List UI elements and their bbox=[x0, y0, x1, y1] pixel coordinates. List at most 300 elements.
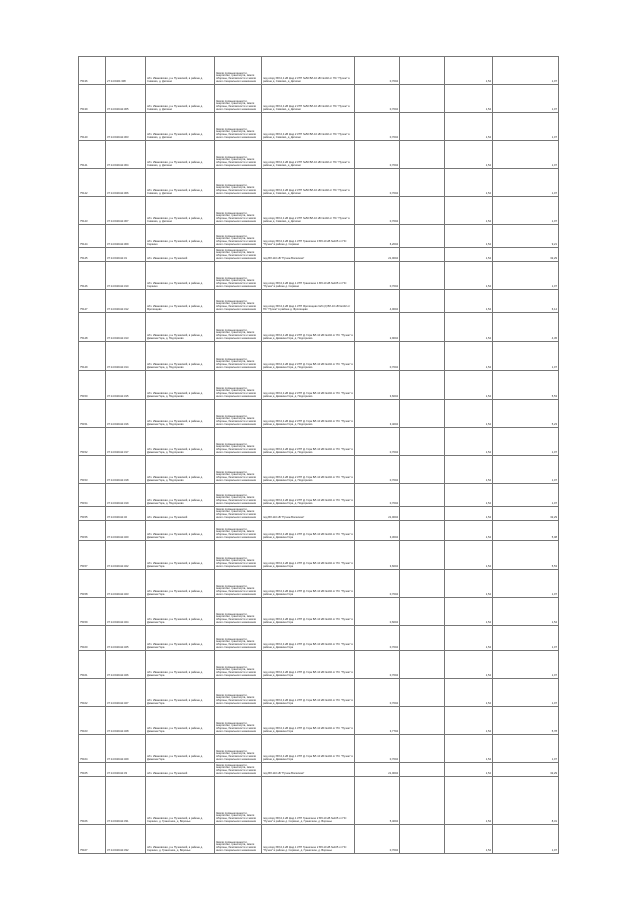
address-cell: обл. Ивановская, р-н Пучежский, в районе д. Демкина Гора, д. Подгорново bbox=[146, 342, 215, 371]
empty-cell-cell bbox=[400, 262, 445, 290]
permitted-use-cell: под опору ВЛ-0,4 кВ фид.1 КТП Д. Гора ВЛ-10 кВ №102 от ПС "Пучеж" в районе д. Демкина Гора bbox=[262, 570, 355, 598]
amount-cell: 1,07 bbox=[493, 342, 559, 371]
land-category-cell: Земли промышленности, энергетики, транспорта, земли обороны, безопасности и земли иного специального назначения bbox=[215, 598, 262, 626]
rate-cell: 1,54 bbox=[445, 541, 493, 570]
land-category-cell: Земли промышленности, энергетики, транспорта, земли обороны, безопасности и земли иного специального назначения bbox=[215, 371, 262, 400]
rate-cell: 1,54 bbox=[445, 735, 493, 763]
amount-cell: 1,07 bbox=[493, 825, 559, 854]
area-cell: 6,2004 bbox=[355, 225, 400, 248]
rate-cell: 1,54 bbox=[445, 570, 493, 598]
land-category-cell: Земли промышленности, энергетики, транспорта, земли обороны, безопасности и земли иного специального назначения bbox=[215, 85, 262, 113]
table-row bbox=[79, 707, 559, 735]
document-page bbox=[78, 56, 558, 854]
area-cell: 0,7004 bbox=[355, 262, 400, 290]
cadastral-number-cell: 37:14:040411:306 bbox=[106, 169, 146, 197]
permitted-use-cell: под опору ВЛ-0,4 кВ фид.1 КТП Д. Гора ВЛ-10 кВ №102 от ПС "Пучеж" в районе д. Демкина Гора bbox=[262, 651, 355, 679]
land-category-cell: Земли промышленности, энергетики, транспорта, земли обороны, безопасности и земли иного специального назначения bbox=[215, 342, 262, 371]
table-row bbox=[79, 570, 559, 598]
rate-cell: 1,54 bbox=[445, 521, 493, 541]
amount-cell: 1,07 bbox=[493, 57, 559, 85]
row-number-cell: 75158 bbox=[79, 570, 106, 598]
rate-cell: 1,54 bbox=[445, 290, 493, 313]
permitted-use-cell: под опору ВЛ-0,4 кВ фид.2 КТП Д. Гора ВЛ-10 кВ №102 от ПС "Пучеж" в районе д. Демкина Гора, д. Подгорново bbox=[262, 484, 355, 507]
empty-cell-cell bbox=[400, 679, 445, 707]
empty-cell-cell bbox=[400, 598, 445, 626]
area-cell: 2,9004 bbox=[355, 313, 400, 342]
area-cell: 0,7004 bbox=[355, 735, 400, 763]
amount-cell: 5,53 bbox=[493, 371, 559, 400]
amount-cell: 4,45 bbox=[493, 313, 559, 342]
table-row bbox=[79, 651, 559, 679]
address-cell: обл. Ивановская, р-н Пучежский bbox=[146, 248, 215, 262]
table-row bbox=[79, 342, 559, 371]
empty-cell-cell bbox=[400, 707, 445, 735]
rate-cell: 1,54 bbox=[445, 679, 493, 707]
rate-cell: 1,54 bbox=[445, 113, 493, 141]
land-category-cell: Земли промышленности, энергетики, транспорта, земли обороны, безопасности и земли иного специального назначения bbox=[215, 679, 262, 707]
cadastral-number-cell: 37:14:040411:315 bbox=[106, 371, 146, 400]
address-cell: обл. Ивановская, р-н Пучежский, в районе д. Демкина Гора bbox=[146, 707, 215, 735]
permitted-use-cell: под опору ВЛ-0,4 кВ фид.1 КТП Д. Гора ВЛ-10 кВ №102 от ПС "Пучеж" в районе д. Демкина Гора bbox=[262, 626, 355, 651]
address-cell: обл. Ивановская, р-н Пучежский, в районе д. Демкина Гора bbox=[146, 598, 215, 626]
address-cell: обл. Ивановская, р-н Пучежский, в районе д. Демкина Гора, д. Подгорново bbox=[146, 484, 215, 507]
permitted-use-cell: под ВЛ-110 кВ "Пучеж-Волжская" bbox=[262, 507, 355, 521]
address-cell: обл. Ивановская, р-н Пучежский, в районе д. Демкина Гора bbox=[146, 651, 215, 679]
land-category-cell: Земли промышленности, энергетики, транспорта, земли обороны, безопасности и земли иного специального назначения bbox=[215, 825, 262, 854]
permitted-use-cell: под опору ВЛ-0,4 кВ фид.2 КТП Д. Гора ВЛ-10 кВ №102 от ПС "Пучеж" в районе д. Демкина Гора, д. Подгорново bbox=[262, 428, 355, 456]
land-category-cell: Земли промышленности, энергетики, транспорта, земли обороны, безопасности и земли иного специального назначения bbox=[215, 113, 262, 141]
address-cell: обл. Ивановская, р-н Пучежский, в районе д. Демкина Гора, д. Подгорново bbox=[146, 313, 215, 342]
area-cell: 0,7004 bbox=[355, 825, 400, 854]
empty-cell-cell bbox=[400, 225, 445, 248]
permitted-use-cell: под опору ВЛ-0,4 кВ фид.1 КТП Граничное 1 ВЛ-10 кВ №105 от ПС "Пучеж" в районе д. Серкино bbox=[262, 262, 355, 290]
table-row bbox=[79, 57, 559, 85]
land-category-cell: Земли промышленности, энергетики, транспорта, земли обороны, безопасности и земли иного специального назначения bbox=[215, 313, 262, 342]
land-category-cell: Земли промышленности, энергетики, транспорта, земли обороны, безопасности и земли иного специального назначения bbox=[215, 169, 262, 197]
rate-cell: 1,54 bbox=[445, 342, 493, 371]
row-number-cell: 75136 bbox=[79, 57, 106, 85]
amount-cell: 6,14 bbox=[493, 290, 559, 313]
permitted-use-cell: под опору ВЛ-0,4 кВ фид.1 КТП Граничное 2 ВЛ-10 кВ №105 от ПС "Пучеж" в районе д. Серкино, д. Граничное, д. Воронье bbox=[262, 825, 355, 854]
row-number-cell: 75161 bbox=[79, 651, 106, 679]
land-category-cell: Земли промышленности, энергетики, транспорта, земли обороны, безопасности и земли иного специального назначения bbox=[215, 541, 262, 570]
rate-cell: 1,54 bbox=[445, 825, 493, 854]
rate-cell: 1,54 bbox=[445, 248, 493, 262]
amount-cell: 1,07 bbox=[493, 113, 559, 141]
area-cell: 0,7004 bbox=[355, 570, 400, 598]
area-cell: 0,6004 bbox=[355, 598, 400, 626]
table-row bbox=[79, 825, 559, 854]
land-category-cell: Земли промышленности, энергетики, транспорта, земли обороны, безопасности и земли иного специального назначения bbox=[215, 484, 262, 507]
rate-cell: 1,54 bbox=[445, 651, 493, 679]
amount-cell: 32,29 bbox=[493, 507, 559, 521]
land-category-cell: Земли промышленности, энергетики, транспорта, земли обороны, безопасности и земли иного специального назначения bbox=[215, 763, 262, 777]
row-number-cell: 75167 bbox=[79, 825, 106, 854]
rate-cell: 1,54 bbox=[445, 763, 493, 777]
amount-cell: 1,07 bbox=[493, 197, 559, 225]
permitted-use-cell: под ВЛ-110 кВ "Пучеж-Волжская" bbox=[262, 763, 355, 777]
table-row bbox=[79, 679, 559, 707]
row-number-cell: 75140 bbox=[79, 113, 106, 141]
land-category-cell: Земли промышленности, энергетики, транспорта, земли обороны, безопасности и земли иного специального назначения bbox=[215, 290, 262, 313]
amount-cell: 9,21 bbox=[493, 225, 559, 248]
rate-cell: 1,54 bbox=[445, 141, 493, 169]
row-number-cell: 75157 bbox=[79, 541, 106, 570]
table-row bbox=[79, 735, 559, 763]
area-cell: 21,0004 bbox=[355, 763, 400, 777]
row-number-cell: 75162 bbox=[79, 679, 106, 707]
address-cell: обл. Ивановская, р-н Пучежский, в районе д. Демкина Гора bbox=[146, 570, 215, 598]
table-row bbox=[79, 371, 559, 400]
area-cell: 0,7004 bbox=[355, 141, 400, 169]
table-row bbox=[79, 313, 559, 342]
area-cell: 0,7004 bbox=[355, 57, 400, 85]
empty-cell-cell bbox=[400, 735, 445, 763]
area-cell: 0,7004 bbox=[355, 85, 400, 113]
land-category-cell: Земли промышленности, энергетики, транспорта, земли обороны, безопасности и земли иного специального назначения bbox=[215, 197, 262, 225]
cadastral-number-cell: 37:14:040411:323 bbox=[106, 570, 146, 598]
amount-cell: 8,31 bbox=[493, 777, 559, 825]
land-category-cell: Земли промышленности, энергетики, транспорта, земли обороны, безопасности и земли иного специального назначения bbox=[215, 507, 262, 521]
row-number-cell: 75153 bbox=[79, 456, 106, 484]
land-category-cell: Земли промышленности, энергетики, транспорта, земли обороны, безопасности и земли иного специального назначения bbox=[215, 248, 262, 262]
permitted-use-cell: под опору ВЛ-0,4 кВ фид.2 КТП Д. Гора ВЛ-10 кВ №102 от ПС "Пучеж" в районе д. Демкина Гора, д. Подгорново bbox=[262, 342, 355, 371]
area-cell: 0,7004 bbox=[355, 651, 400, 679]
land-category-cell: Земли промышленности, энергетики, транспорта, земли обороны, безопасности и земли иного специального назначения bbox=[215, 735, 262, 763]
empty-cell-cell bbox=[400, 651, 445, 679]
table-row bbox=[79, 626, 559, 651]
empty-cell-cell bbox=[400, 626, 445, 651]
empty-cell-cell bbox=[400, 313, 445, 342]
amount-cell: 1,07 bbox=[493, 141, 559, 169]
rate-cell: 1,54 bbox=[445, 313, 493, 342]
empty-cell-cell bbox=[400, 541, 445, 570]
row-number-cell: 75166 bbox=[79, 777, 106, 825]
table-row bbox=[79, 456, 559, 484]
cadastral-number-cell: 37:14:040411:310 bbox=[106, 262, 146, 290]
rate-cell: 1,54 bbox=[445, 707, 493, 735]
rate-cell: 1,54 bbox=[445, 428, 493, 456]
permitted-use-cell: под опору ВЛ-0,4 кВ фид.1 КТП Д. Гора ВЛ-10 кВ №102 от ПС "Пучеж" в районе д. Демкина Гора bbox=[262, 707, 355, 735]
amount-cell: 1,07 bbox=[493, 85, 559, 113]
area-cell: 3,6004 bbox=[355, 371, 400, 400]
empty-cell-cell bbox=[400, 113, 445, 141]
empty-cell-cell bbox=[400, 570, 445, 598]
empty-cell-cell bbox=[400, 521, 445, 541]
rate-cell: 1,54 bbox=[445, 598, 493, 626]
table-row bbox=[79, 400, 559, 428]
land-plots-table bbox=[78, 56, 559, 854]
rate-cell: 1,54 bbox=[445, 262, 493, 290]
table-row bbox=[79, 197, 559, 225]
address-cell: обл. Ивановская, р-н Пучежский, в районе д. Серкино, д. Граничное, д. Воронье bbox=[146, 825, 215, 854]
cadastral-number-cell: 37:14:040411:318 bbox=[106, 456, 146, 484]
amount-cell: 1,07 bbox=[493, 651, 559, 679]
area-cell: 0,7004 bbox=[355, 679, 400, 707]
area-cell: 0,7004 bbox=[355, 113, 400, 141]
area-cell: 0,7004 bbox=[355, 197, 400, 225]
land-category-cell: Земли промышленности, энергетики, транспорта, земли обороны, безопасности и земли иного специального назначения bbox=[215, 651, 262, 679]
area-cell: 0,7004 bbox=[355, 626, 400, 651]
rate-cell: 1,54 bbox=[445, 57, 493, 85]
table-row bbox=[79, 763, 559, 777]
rate-cell: 1,54 bbox=[445, 456, 493, 484]
address-cell: обл. Ивановская, р-н Пучежский, в районе д. Демкина Гора bbox=[146, 735, 215, 763]
row-number-cell: 75156 bbox=[79, 521, 106, 541]
cadastral-number-cell: 37:14:040411:326 bbox=[106, 651, 146, 679]
address-cell: обл. Ивановская, р-н Пучежский, в районе д. Демкина Гора bbox=[146, 679, 215, 707]
address-cell: обл. Ивановская, р-н Пучежский bbox=[146, 507, 215, 521]
empty-cell-cell bbox=[400, 169, 445, 197]
area-cell: 3,7704 bbox=[355, 707, 400, 735]
row-number-cell: 75165 bbox=[79, 763, 106, 777]
row-number-cell: 75142 bbox=[79, 169, 106, 197]
permitted-use-cell: под опору ВЛ-0,4 кВ фид.2 КТП №50 ВЛ-10 кВ №102 от ПС "Пучеж" в районе д. Сивково, д. Деткино bbox=[262, 113, 355, 141]
permitted-use-cell: под опору ВЛ-0,4 кВ фид.2 КТП №50 ВЛ-10 кВ №102 от ПС "Пучеж" в районе д. Сивково, д. Деткино bbox=[262, 169, 355, 197]
area-cell: 4,0004 bbox=[355, 290, 400, 313]
cadastral-number-cell: 27:14:0401:308 bbox=[106, 57, 146, 85]
permitted-use-cell: под опору ВЛ-0,4 кВ фид.2 КТП №50 ВЛ-10 кВ №102 от ПС "Пучеж" в районе д. Сивково, д. Деткино bbox=[262, 197, 355, 225]
cadastral-number-cell: 37:14:040411:304 bbox=[106, 141, 146, 169]
amount-cell: 1,07 bbox=[493, 679, 559, 707]
amount-cell: 32,29 bbox=[493, 248, 559, 262]
land-category-cell: Земли промышленности, энергетики, транспорта, земли обороны, безопасности и земли иного специального назначения bbox=[215, 428, 262, 456]
land-category-cell: Земли промышленности, энергетики, транспорта, земли обороны, безопасности и земли иного специального назначения bbox=[215, 521, 262, 541]
cadastral-number-cell: 37:14:040411:303 bbox=[106, 113, 146, 141]
empty-cell-cell bbox=[400, 248, 445, 262]
address-cell: обл. Ивановская, р-н Пучежский, в районе д. Сивково, д. Деткино bbox=[146, 113, 215, 141]
empty-cell-cell bbox=[400, 825, 445, 854]
area-cell: 21,0004 bbox=[355, 507, 400, 521]
permitted-use-cell: под опору ВЛ-0,4 кВ фид.1 КТП Фролищево №5 (2) ВЛ-10 кВ №102 от ПС "Пучеж" в районе д. Фролищево bbox=[262, 290, 355, 313]
row-number-cell: 75164 bbox=[79, 735, 106, 763]
cadastral-number-cell: 37:14:040411:322 bbox=[106, 541, 146, 570]
address-cell: обл. Ивановская, р-н Пучежский, в районе д. Серкино bbox=[146, 225, 215, 248]
land-category-cell: Земли промышленности, энергетики, транспорта, земли обороны, безопасности и земли иного специального назначения bbox=[215, 400, 262, 428]
amount-cell: 1,07 bbox=[493, 456, 559, 484]
area-cell: 3,6004 bbox=[355, 541, 400, 570]
land-category-cell: Земли промышленности, энергетики, транспорта, земли обороны, безопасности и земли иного специального назначения bbox=[215, 225, 262, 248]
table-row bbox=[79, 290, 559, 313]
amount-cell: 5,08 bbox=[493, 521, 559, 541]
permitted-use-cell: под опору ВЛ-0,4 кВ фид.1 КТП Граничное 3 ВЛ-10 кВ №105 от ПС "Пучеж" в районе д. Серкино bbox=[262, 225, 355, 248]
cadastral-number-cell: 37:14:040411:314 bbox=[106, 342, 146, 371]
cadastral-number-cell: 37:14:040411:329 bbox=[106, 735, 146, 763]
amount-cell: 1,07 bbox=[493, 428, 559, 456]
amount-cell: 1,07 bbox=[493, 626, 559, 651]
amount-cell: 5,78 bbox=[493, 707, 559, 735]
address-cell: обл. Ивановская, р-н Пучежский, в районе д. Сивково, д. Деткино bbox=[146, 169, 215, 197]
rate-cell: 1,54 bbox=[445, 400, 493, 428]
row-number-cell: 75146 bbox=[79, 262, 106, 290]
row-number-cell: 75163 bbox=[79, 707, 106, 735]
cadastral-number-cell: 37:14:040411:305 bbox=[106, 85, 146, 113]
table-row bbox=[79, 141, 559, 169]
address-cell: обл. Ивановская, р-н Пучежский bbox=[146, 763, 215, 777]
cadastral-number-cell: 37:14:040411:324 bbox=[106, 598, 146, 626]
empty-cell-cell bbox=[400, 428, 445, 456]
address-cell: обл. Ивановская, р-н Пучежский, в районе д. Демкина Гора bbox=[146, 521, 215, 541]
address-cell: обл. Ивановская, р-н Пучежский, в районе д. Демкина Гора, д. Подгорново bbox=[146, 400, 215, 428]
table-row bbox=[79, 507, 559, 521]
row-number-cell: 75160 bbox=[79, 626, 106, 651]
empty-cell-cell bbox=[400, 371, 445, 400]
permitted-use-cell: под опору ВЛ-0,4 кВ фид.2 КТП №50 ВЛ-10 кВ №102 от ПС "Пучеж" в районе д. Сивково, д. Деткино bbox=[262, 85, 355, 113]
rate-cell: 1,54 bbox=[445, 85, 493, 113]
permitted-use-cell: под опору ВЛ-0,4 кВ фид.2 КТП №50 ВЛ-10 кВ №102 от ПС "Пучеж" в районе д. Сивково, д. Деткино bbox=[262, 141, 355, 169]
permitted-use-cell: под опору ВЛ-0,4 кВ фид.2 КТП Д. Гора ВЛ-10 кВ №102 от ПС "Пучеж" в районе д. Демкина Гора, д. Подгорново bbox=[262, 313, 355, 342]
empty-cell-cell bbox=[400, 57, 445, 85]
rate-cell: 1,54 bbox=[445, 225, 493, 248]
address-cell: обл. Ивановская, р-н Пучежский, в районе д. Сивково, д. Деткино bbox=[146, 197, 215, 225]
table-row bbox=[79, 225, 559, 248]
address-cell: обл. Ивановская, р-н Пучежский, в районе д. Демкина Гора, д. Подгорново bbox=[146, 371, 215, 400]
row-number-cell: 75150 bbox=[79, 371, 106, 400]
area-cell: 0,7004 bbox=[355, 428, 400, 456]
cadastral-number-cell: 37:14:040411:320 bbox=[106, 521, 146, 541]
table-body bbox=[79, 57, 559, 854]
empty-cell-cell bbox=[400, 197, 445, 225]
row-number-cell: 75144 bbox=[79, 225, 106, 248]
empty-cell-cell bbox=[400, 777, 445, 825]
cadastral-number-cell: 37:14:040411:312 bbox=[106, 290, 146, 313]
area-cell: 3,3004 bbox=[355, 521, 400, 541]
table-row bbox=[79, 262, 559, 290]
amount-cell: 1,07 bbox=[493, 169, 559, 197]
amount-cell: 5,53 bbox=[493, 541, 559, 570]
cadastral-number-cell: 37:14:040411:307 bbox=[106, 197, 146, 225]
address-cell: обл. Ивановская, р-н Пучежский, в районе д. Демкина Гора bbox=[146, 541, 215, 570]
permitted-use-cell: под ВЛ-110 кВ "Пучеж-Волжская" bbox=[262, 248, 355, 262]
permitted-use-cell: под опору ВЛ-0,4 кВ фид.1 КТП Д. Гора ВЛ-10 кВ №102 от ПС "Пучеж" в районе д. Демкина Гора bbox=[262, 598, 355, 626]
area-cell: 21,0004 bbox=[355, 248, 400, 262]
row-number-cell: 75141 bbox=[79, 141, 106, 169]
area-cell: 0,7004 bbox=[355, 342, 400, 371]
empty-cell-cell bbox=[400, 456, 445, 484]
area-cell: 0,7004 bbox=[355, 169, 400, 197]
cadastral-number-cell: 37:14:040411:331 bbox=[106, 777, 146, 825]
table-row bbox=[79, 598, 559, 626]
cadastral-number-cell: 37:14:040411:319 bbox=[106, 484, 146, 507]
permitted-use-cell: под опору ВЛ-0,4 кВ фид.1 КТП Д. Гора ВЛ-10 кВ №102 от ПС "Пучеж" в районе д. Демкина Гора bbox=[262, 541, 355, 570]
amount-cell: 1,07 bbox=[493, 262, 559, 290]
area-cell: 5,4004 bbox=[355, 777, 400, 825]
land-category-cell: Земли промышленности, энергетики, транспорта, земли обороны, безопасности и земли иного специального назначения bbox=[215, 570, 262, 598]
land-category-cell: Земли промышленности, энергетики, транспорта, земли обороны, безопасности и земли иного специального назначения bbox=[215, 707, 262, 735]
table-row bbox=[79, 521, 559, 541]
row-number-cell: 75139 bbox=[79, 85, 106, 113]
cadastral-number-cell: 37:14:040411:313 bbox=[106, 313, 146, 342]
table-row bbox=[79, 85, 559, 113]
area-cell: 0,7004 bbox=[355, 484, 400, 507]
cadastral-number-cell: 37:14:040411:328 bbox=[106, 707, 146, 735]
rate-cell: 1,54 bbox=[445, 484, 493, 507]
land-category-cell: Земли промышленности, энергетики, транспорта, земли обороны, безопасности и земли иного специального назначения bbox=[215, 262, 262, 290]
rate-cell: 1,54 bbox=[445, 777, 493, 825]
cadastral-number-cell: 37:14:040411:31 bbox=[106, 248, 146, 262]
row-number-cell: 75143 bbox=[79, 197, 106, 225]
empty-cell-cell bbox=[400, 507, 445, 521]
table-row bbox=[79, 169, 559, 197]
address-cell: обл. Ивановская, р-н Пучежский, в районе д. Демкина Гора, д. Подгорново bbox=[146, 428, 215, 456]
permitted-use-cell: под опору ВЛ-0,4 кВ фид.1 КТП Граничное 2 ВЛ-10 кВ №105 от ПС "Пучеж" в районе д. Серкино, д. Граничное, д. Воронье bbox=[262, 777, 355, 825]
empty-cell-cell bbox=[400, 290, 445, 313]
land-category-cell: Земли промышленности, энергетики, транспорта, земли обороны, безопасности и земли иного специального назначения bbox=[215, 626, 262, 651]
row-number-cell: 75154 bbox=[79, 484, 106, 507]
land-category-cell: Земли промышленности, энергетики, транспорта, земли обороны, безопасности и земли иного специального назначения bbox=[215, 57, 262, 85]
rate-cell: 1,54 bbox=[445, 507, 493, 521]
cadastral-number-cell: 37:14:040411:325 bbox=[106, 626, 146, 651]
table-row bbox=[79, 541, 559, 570]
address-cell: обл. Ивановская, р-н Пучежский, в районе д. Фролищево bbox=[146, 290, 215, 313]
area-cell: 0,7004 bbox=[355, 456, 400, 484]
permitted-use-cell: под опору ВЛ-0,4 кВ фид.2 КТП Д. Гора ВЛ-10 кВ №102 от ПС "Пучеж" в районе д. Демкина Гора, д. Подгорново bbox=[262, 400, 355, 428]
table-row bbox=[79, 248, 559, 262]
amount-cell: 5,23 bbox=[493, 400, 559, 428]
address-cell: обл. Ивановская, р-н Пучежский, в районе д. Сивково, д. Деткино bbox=[146, 85, 215, 113]
cadastral-number-cell: 37:14:040411:32 bbox=[106, 507, 146, 521]
empty-cell-cell bbox=[400, 400, 445, 428]
address-cell: обл. Ивановская, р-н Пучежский, в районе д. Сивково, д. Деткино bbox=[146, 141, 215, 169]
row-number-cell: 75151 bbox=[79, 400, 106, 428]
area-cell: 3,4004 bbox=[355, 400, 400, 428]
address-cell: обл. Ивановская, р-н Пучежский, в районе д. Серкино, д. Граничное, д. Воронье bbox=[146, 777, 215, 825]
row-number-cell: 75149 bbox=[79, 342, 106, 371]
address-cell: обл. Ивановская, р-н Пучежский, в районе д. Демкина Гора bbox=[146, 626, 215, 651]
permitted-use-cell: под опору ВЛ-0,4 кВ фид.1 КТП Д. Гора ВЛ-10 кВ №102 от ПС "Пучеж" в районе д. Демкина Гора bbox=[262, 735, 355, 763]
table-row bbox=[79, 484, 559, 507]
permitted-use-cell: под опору ВЛ-0,4 кВ фид.1 КТП Д. Гора ВЛ-10 кВ №102 от ПС "Пучеж" в районе д. Демкина Гора bbox=[262, 521, 355, 541]
row-number-cell: 75148 bbox=[79, 313, 106, 342]
rate-cell: 1,54 bbox=[445, 626, 493, 651]
empty-cell-cell bbox=[400, 763, 445, 777]
rate-cell: 1,54 bbox=[445, 371, 493, 400]
permitted-use-cell: под опору ВЛ-0,4 кВ фид.1 КТП Д. Гора ВЛ-10 кВ №102 от ПС "Пучеж" в районе д. Демкина Гора bbox=[262, 679, 355, 707]
table-row bbox=[79, 428, 559, 456]
cadastral-number-cell: 37:14:040411:316 bbox=[106, 400, 146, 428]
table-row bbox=[79, 113, 559, 141]
rate-cell: 1,54 bbox=[445, 197, 493, 225]
row-number-cell: 75145 bbox=[79, 248, 106, 262]
permitted-use-cell: под опору ВЛ-0,4 кВ фид.2 КТП №50 ВЛ-10 кВ №102 от ПС "Пучеж" в районе д. Сивково, д. Деткино bbox=[262, 57, 355, 85]
cadastral-number-cell: 37:14:040411:309 bbox=[106, 225, 146, 248]
address-cell: обл. Ивановская, р-н Пучежский, в районе д. Серкино bbox=[146, 262, 215, 290]
row-number-cell: 75147 bbox=[79, 290, 106, 313]
address-cell: обл. Ивановская, р-н Пучежский, в районе д. Демкина Гора, д. Подгорново bbox=[146, 456, 215, 484]
address-cell: обл. Ивановская, р-н Пучежский, в районе д. Сивково, д. Деткино bbox=[146, 57, 215, 85]
land-category-cell: Земли промышленности, энергетики, транспорта, земли обороны, безопасности и земли иного специального назначения bbox=[215, 777, 262, 825]
cadastral-number-cell: 37:14:040411:33 bbox=[106, 763, 146, 777]
row-number-cell: 75152 bbox=[79, 428, 106, 456]
land-category-cell: Земли промышленности, энергетики, транспорта, земли обороны, безопасности и земли иного специального назначения bbox=[215, 456, 262, 484]
amount-cell: 32,29 bbox=[493, 763, 559, 777]
empty-cell-cell bbox=[400, 484, 445, 507]
rate-cell: 1,54 bbox=[445, 169, 493, 197]
amount-cell: 1,07 bbox=[493, 484, 559, 507]
empty-cell-cell bbox=[400, 85, 445, 113]
permitted-use-cell: под опору ВЛ-0,4 кВ фид.2 КТП Д. Гора ВЛ-10 кВ №102 от ПС "Пучеж" в районе д. Демкина Гора, д. Подгорново bbox=[262, 371, 355, 400]
permitted-use-cell: под опору ВЛ-0,4 кВ фид.2 КТП Д. Гора ВЛ-10 кВ №102 от ПС "Пучеж" в районе д. Демкина Гора, д. Подгорново bbox=[262, 456, 355, 484]
cadastral-number-cell: 37:14:040411:327 bbox=[106, 679, 146, 707]
cadastral-number-cell: 37:14:040411:332 bbox=[106, 825, 146, 854]
row-number-cell: 75155 bbox=[79, 507, 106, 521]
row-number-cell: 75159 bbox=[79, 598, 106, 626]
amount-cell: 1,07 bbox=[493, 570, 559, 598]
empty-cell-cell bbox=[400, 342, 445, 371]
land-category-cell: Земли промышленности, энергетики, транспорта, земли обороны, безопасности и земли иного специального назначения bbox=[215, 141, 262, 169]
amount-cell: 1,07 bbox=[493, 735, 559, 763]
cadastral-number-cell: 37:14:040411:317 bbox=[106, 428, 146, 456]
